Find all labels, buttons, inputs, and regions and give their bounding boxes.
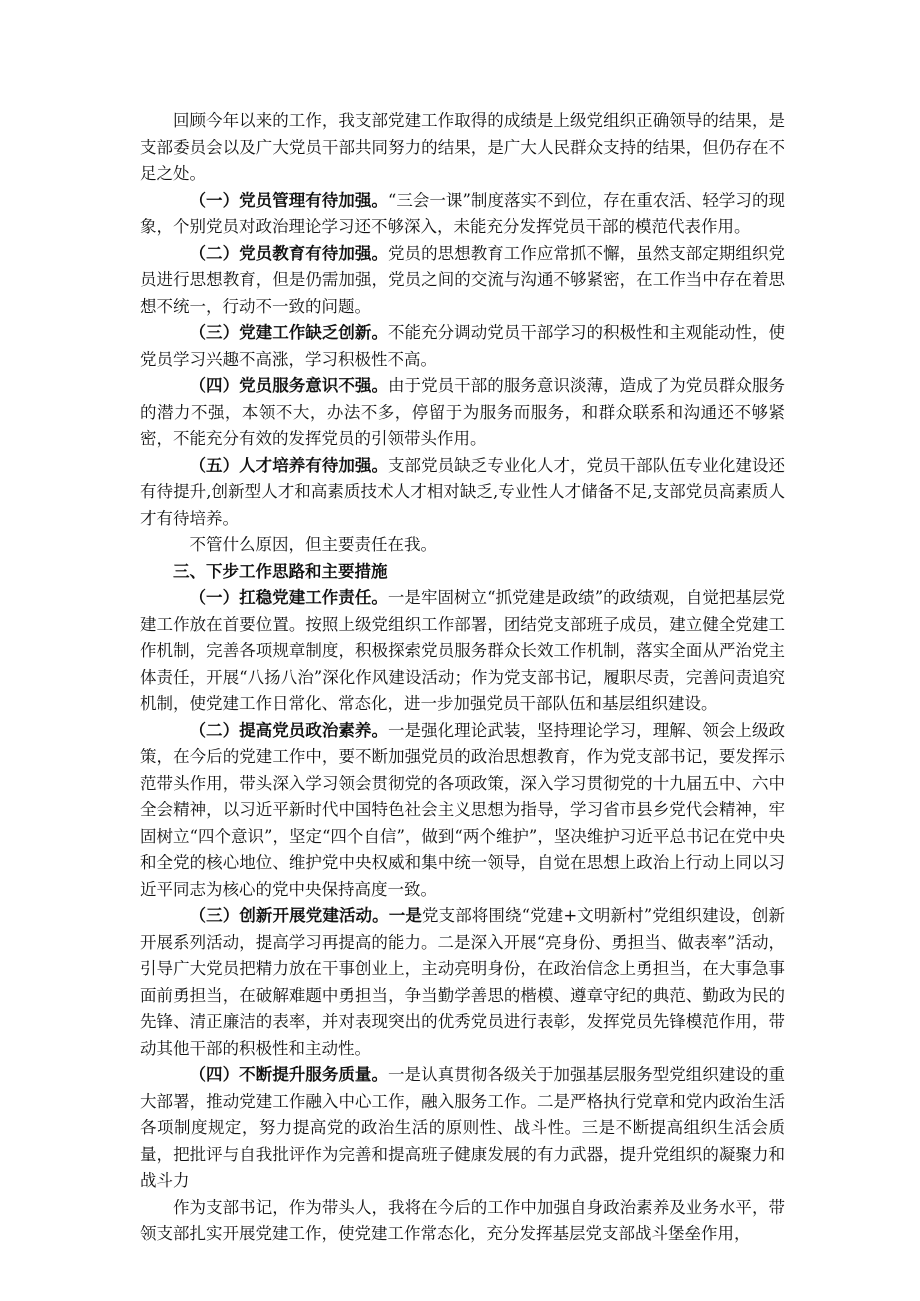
measure-body-4: 一是认真贯彻各级关于加强基层服务型党组织建设的重大部署，推动党建工作融入中心工作，融入服务工作。二是严格执行党章和党内政治生活各项制度规定，努力提高党的政治生活的原则性、战斗性。三是不断提高组织生活会质量，把批评与自我批评作为完善和提高班子健康发展的有力武器，提升党组织的凝聚力和战斗力 (140, 1065, 786, 1190)
problem-paragraph-5 (140, 453, 785, 533)
measure-heading-1: （一）扛稳党建工作责任。 (189, 588, 388, 607)
problem-paragraph-4 (140, 373, 785, 453)
section-3-title: 三、下步工作思路和主要措施 (173, 561, 388, 581)
problem-heading-5: （五）人才培养有待加强。 (189, 455, 389, 475)
problem-body-5: 支部党员缺乏专业化人才，党员干部队伍专业化建设还有待提升,创新型人才和高素质技术人才相对缺乏,专业性人才储备不足,支部党员高素质人才有待培养。 (140, 455, 786, 528)
problem-paragraph-3 (140, 320, 785, 373)
measure-heading-3: （三）创新开展党建活动。一是 (189, 906, 422, 925)
responsibility-paragraph: 不管什么原因，但主要责任在我。 (189, 535, 437, 554)
problem-paragraph-1 (140, 188, 785, 241)
problem-heading-2: （二）党员教育有待加强。 (189, 243, 389, 263)
intro-paragraph: 回顾今年以来的工作，我支部党建工作取得的成绩是上级党组织正确领导的结果，是支部委员会以及广大党员干部共同努力的结果，是广大人民群众支持的结果，但仍存在不足之处。 (140, 111, 785, 183)
problem-body-1: “三会一课”制度落实不到位，存在重农活、轻学习的现象，个别党员对政治理论学习还不够深入，未能充分发挥党员干部的模范代表作用。 (140, 190, 785, 236)
measure-body-3: 党支部将围绕“党建+文明新村”党组织建设，创新开展系列活动，提高学习再提高的能力。二是深入开展“亮身份、勇担当、做表率”活动，引导广大党员把精力放在干事创业上，主动亮明身份，在政治信念上勇担当，在大事急事面前勇担当，在破解难题中勇担当，争当勤学善思的楷模、遵章守纪的典范、勤政为民的先锋、清正廉洁的表率，并对表现突出的优秀党员进行表彰，发挥党员先锋模范作用，带动其他干部的积极性和主动性。 (140, 906, 786, 1058)
problem-heading-4: （四）党员服务意识不强。 (189, 376, 389, 395)
measure-paragraph-2 (140, 718, 785, 904)
measure-paragraph-1 (140, 585, 785, 718)
problem-heading-3: （三）党建工作缺乏创新。 (189, 323, 389, 342)
document-page (140, 108, 785, 1248)
measure-body-1: 一是牢固树立“抓党建是政绩”的政绩观，自觉把基层党建工作放在首要位置。按照上级党组织工作部署，团结党支部班子成员，建立健全党建工作机制，完善各项规章制度，积极探索党员服务群众长效工作机制，落实全面从严治党主体责任，开展“八扬八治”深化作风建设活动；作为党支部书记，履职尽责，完善问责追究机制，使党建工作日常化、常态化，进一步加强党员干部队伍和基层组织建设。 (140, 588, 785, 713)
measure-heading-4: （四）不断提升服务质量。 (189, 1065, 389, 1084)
problem-body-3: 不能充分调动党员干部学习的积极性和主观能动性，使党员学习兴趣不高涨，学习积极性不高。 (140, 323, 786, 369)
problem-body-4: 由于党员干部的服务意识淡薄，造成了为党员群众服务的潜力不强，本领不大，办法不多，停留于为服务而服务，和群众联系和沟通还不够紧密，不能充分有效的发挥党员的引领带头作用。 (140, 376, 786, 448)
problem-body-2: 党员的思想教育工作应常抓不懈，虽然支部定期组织党员进行思想教育，但是仍需加强，党员之间的交流与沟通不够紧密，在工作当中存在着思想不统一，行动不一致的问题。 (140, 243, 786, 316)
measure-heading-2: （二）提高党员政治素养。 (189, 720, 389, 740)
problem-heading-1: （一）党员管理有待加强。 (189, 190, 388, 210)
measure-body-2: 一是强化理论武装，坚持理论学习，理解、领会上级政策，在今后的党建工作中，要不断加强党员的政治思想教育，作为党支部书记，要发挥示范带头作用，带头深入学习领会贯彻党的各项政策，深入学习贯彻党的十九届五中、六中全会精神，以习近平新时代中国特色社会主义思想为指导，学习省市县乡党代会精神，牢固树立“四个意识”，坚定“四个自信”，做到“两个维护”，坚决维护习近平总书记在党中央和全党的核心地位、维护党中央权威和集中统一领导，自觉在思想上政治上行动上同以习近平同志为核心的党中央保持高度一致。 (140, 720, 786, 899)
measure-paragraph-4 (140, 1062, 785, 1195)
problem-paragraph-2 (140, 241, 785, 321)
measure-paragraph-3 (140, 903, 785, 1062)
closing-paragraph: 作为支部书记，作为带头人，我将在今后的工作中加强自身政治素养及业务水平，带领支部扎实开展党建工作，使党建工作常态化，充分发挥基层党支部战斗堡垒作用， (140, 1197, 785, 1243)
